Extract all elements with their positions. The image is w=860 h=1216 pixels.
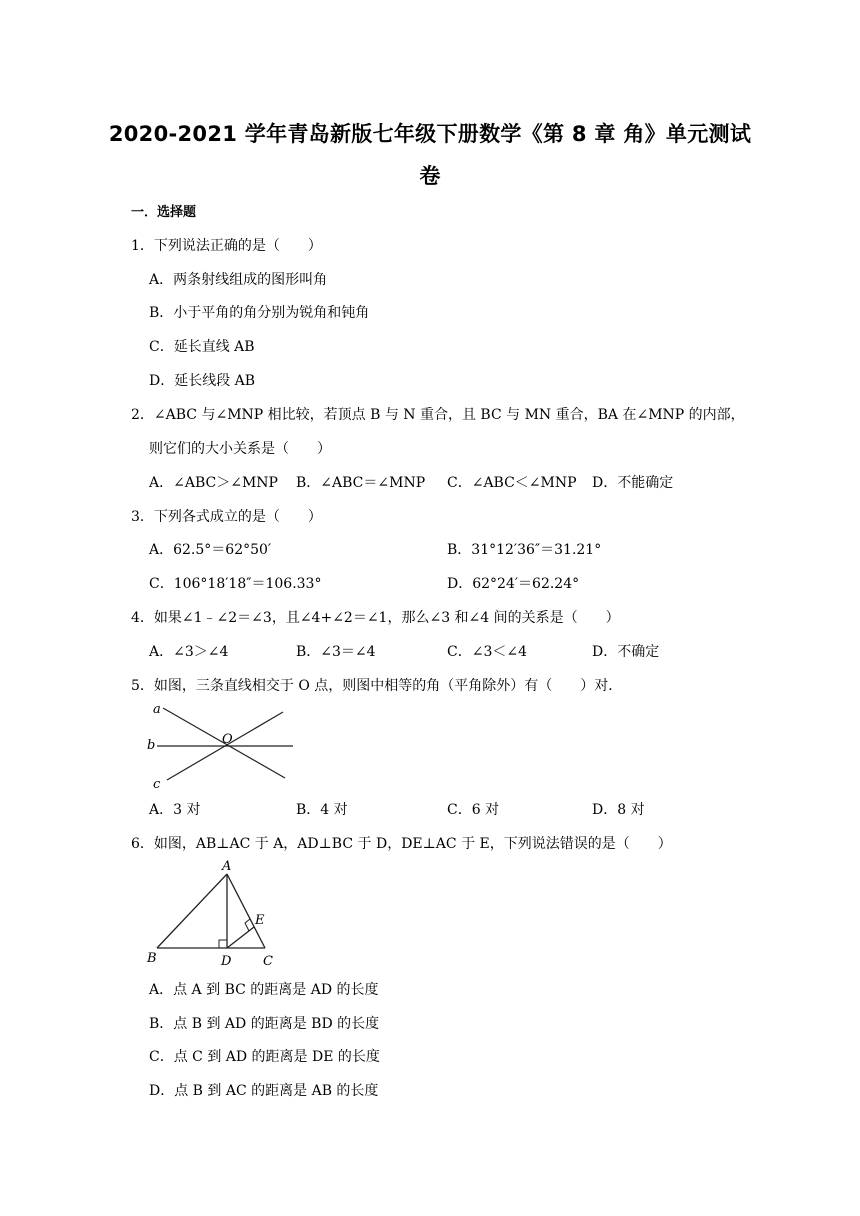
page-title: 2020-2021 学年青岛新版七年级下册数学《第 8 章 角》单元测试 bbox=[108, 122, 752, 146]
question-2-option-c: C．∠ABC＜∠MNP bbox=[447, 475, 577, 491]
question-2-option-a: A．∠ABC＞∠MNP bbox=[149, 475, 278, 491]
question-2-stem-line1: 2．∠ABC 与∠MNP 相比较，若顶点 B 与 N 重合，且 BC 与 MN 重合，BA 在∠MNP 的内部， bbox=[131, 407, 745, 423]
question-5-stem: 5．如图，三条直线相交于 O 点，则图中相等的角（平角除外）有（ ）对． bbox=[131, 678, 623, 694]
question-4-stem: 4．如果∠1﹣∠2＝∠3，且∠4+∠2＝∠1，那么∠3 和∠4 间的关系是（ ） bbox=[131, 610, 620, 626]
question-6-stem: 6．如图，AB⊥AC 于 A，AD⊥BC 于 D，DE⊥AC 于 E，下列说法错误的是（ ） bbox=[131, 836, 672, 852]
right-triangle-figure bbox=[145, 860, 275, 972]
page-title-continued: 卷 bbox=[419, 164, 441, 188]
label-c: c bbox=[153, 777, 161, 792]
label-c: C bbox=[263, 954, 273, 969]
question-1-option-d: D．延长线段 AB bbox=[149, 373, 256, 389]
label-a: A bbox=[222, 860, 232, 874]
question-1-option-b: B．小于平角的角分别为锐角和钝角 bbox=[149, 305, 370, 321]
question-3-stem: 3．下列各式成立的是（ ） bbox=[131, 509, 322, 525]
right-angle-mark-e bbox=[245, 919, 250, 931]
question-4-option-b: B．∠3＝∠4 bbox=[296, 644, 376, 660]
question-3-option-c: C．106°18′18″＝106.33° bbox=[149, 576, 322, 592]
label-o: O bbox=[222, 732, 233, 747]
question-1-option-a: A．两条射线组成的图形叫角 bbox=[149, 272, 328, 288]
label-b: b bbox=[147, 738, 156, 753]
question-2-stem-line2: 则它们的大小关系是（ ） bbox=[149, 441, 331, 457]
right-angle-mark-d bbox=[219, 940, 227, 948]
question-3-option-b: B．31°12′36″＝31.21° bbox=[447, 542, 602, 558]
question-5-option-b: B．4 对 bbox=[296, 802, 348, 818]
label-e: E bbox=[255, 913, 265, 928]
question-6-option-d: D．点 B 到 AC 的距离是 AB 的长度 bbox=[149, 1083, 379, 1099]
segment-de bbox=[227, 927, 254, 948]
question-5-option-c: C．6 对 bbox=[447, 802, 500, 818]
segment-ab bbox=[157, 874, 227, 948]
question-4-option-a: A．∠3＞∠4 bbox=[149, 644, 229, 660]
question-3-option-d: D．62°24′＝62.24° bbox=[447, 576, 580, 592]
three-lines-figure bbox=[145, 700, 295, 792]
label-a: a bbox=[153, 702, 161, 717]
question-6-option-b: B．点 B 到 AD 的距离是 BD 的长度 bbox=[149, 1016, 380, 1032]
section-heading: 一．选择题 bbox=[131, 205, 197, 220]
question-3-option-a: A．62.5°＝62°50′ bbox=[149, 542, 272, 558]
question-2-option-d: D．不能确定 bbox=[592, 475, 674, 491]
question-4-option-d: D．不确定 bbox=[592, 644, 660, 660]
question-4-option-c: C．∠3＜∠4 bbox=[447, 644, 527, 660]
question-2-option-b: B．∠ABC＝∠MNP bbox=[296, 475, 426, 491]
question-5-option-d: D．8 对 bbox=[592, 802, 645, 818]
label-b: B bbox=[147, 951, 157, 966]
label-d: D bbox=[221, 954, 232, 969]
question-1-option-c: C．延长直线 AB bbox=[149, 339, 255, 355]
question-6-option-a: A．点 A 到 BC 的距离是 AD 的长度 bbox=[149, 982, 379, 998]
question-5-option-a: A．3 对 bbox=[149, 802, 201, 818]
segment-ac bbox=[227, 874, 265, 948]
question-1-stem: 1．下列说法正确的是（ ） bbox=[131, 238, 322, 254]
question-6-option-c: C．点 C 到 AD 的距离是 DE 的长度 bbox=[149, 1049, 380, 1065]
